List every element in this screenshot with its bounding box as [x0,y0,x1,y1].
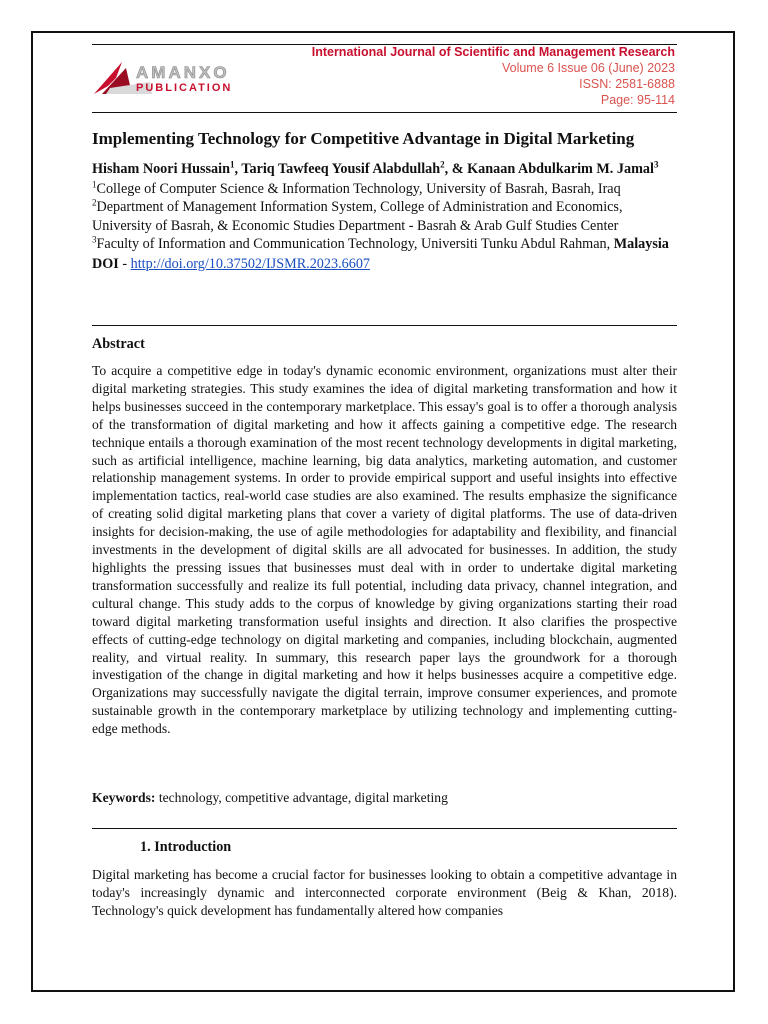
author-list [92,160,677,178]
paper-title: Implementing Technology for Competitive Advantage in Digital Marketing [92,129,635,148]
affiliation-sup: 3 [92,234,97,245]
affiliation [92,235,677,253]
keywords-text: technology, competitive advantage, digital marketing [155,790,448,805]
publisher-logo [92,58,292,98]
author-sup: 2 [440,159,445,170]
abstract-text: To acquire a competitive edge in today's dynamic economic environment, organizations must alter their digital marketing strategies. This study examines the idea of digital marketing transformation and how it helps businesses succeed in the contemporary marketplace. This essay's goal is to offer a thorough analysis of the transformation of digital marketing and how it affects gaining a competitive edge. The research technique entails a thorough examination of the most recent technology developments in digital marketing, such as artificial intelligence, machine learning, big data analytics, marketing automation, and customer relationship management systems. In order to provide empirical support and useful insights into effective implementation tactics, real-world case studies are also examined. The results emphasize the significance of creating solid digital marketing plans that cover a variety of digital platforms. The use of data-driven insights for decision-making, the use of agile methodologies for adaptability and flexibility, and financial investments in the development of digital skills are all advocated for businesses. In addition, the study highlights the pressing issues that businesses must deal with in order to undertake digital marketing transformation successfully and realize its full potential, including data privacy, channel integration, and cultural change. This study adds to the corpus of knowledge by giving organizations starting their road toward digital marketing transformation useful insights and direction. It also clarifies the prospective effects of cutting-edge technology on digital marketing and companies, including blockchain, augmented reality, and virtual reality. In summary, this research paper lays the groundwork for a thorough investigation of the change in digital marketing and how it helps businesses acquire a competitive edge. Organizations may successfully navigate the digital terrain, improve consumer experiences, and promote sustainable growth in the contemporary marketplace by utilizing technology and implementing cutting-edge methods. [92,363,677,737]
abstract-top-rule [92,325,677,326]
logo-top-text: AMANXO [136,63,230,82]
doi-link[interactable]: http://doi.org/10.37502/IJSMR.2023.6607 [130,256,371,273]
keywords-line [92,790,677,806]
affiliation-text: College of Computer Science & Information Technology, University of Basrah, Basrah, Iraq [96,181,621,197]
affiliation [92,180,677,198]
author-name: Tariq Tawfeeq Yousif Alabdullah [241,161,441,177]
affiliation [92,198,677,235]
keywords-label: Keywords: [92,790,156,805]
author-sep: , & [444,161,468,177]
author-name: Hisham Noori Hussain [92,161,230,177]
author-sup: 1 [229,159,235,170]
affiliation-text: Department of Management Information System, College of Administration and Economics, University of Basrah, & Economic Studies Department - Basrah & Arab Gulf Studies Center [92,199,623,234]
publisher-logo-icon [92,58,292,98]
journal-name: International Journal of Scientific and Management Research [311,45,675,59]
abstract-heading: Abstract [92,336,145,352]
intro-text: Digital marketing has become a crucial factor for businesses looking to obtain a competitive advantage in today's increasingly dynamic and interconnected corporate environment (Beig & Khan, 2018). Technology's quick development has fundamentally altered how companies [92,867,677,918]
intro-heading: 1. Introduction [140,839,232,855]
article-header [92,128,677,273]
doi-line [92,255,677,273]
journal-issn: ISSN: 2581-6888 [579,77,675,91]
author-sup: 3 [653,159,659,170]
doi-label: DOI [92,256,119,273]
logo-bottom-text: PUBLICATION [136,82,233,94]
doi-sep: - [118,256,131,273]
author-name: Kanaan Abdulkarim M. Jamal [467,161,654,177]
affiliation-sup: 1 [92,179,97,190]
journal-pages: Page: 95-114 [600,93,675,107]
affiliation-sup: 2 [92,197,97,208]
affiliation-text: Faculty of Information and Communication Technology, Universiti Tunku Abdul Rahman, [96,235,614,252]
header-rule [92,112,677,113]
abstract-bottom-rule [92,828,677,829]
affiliation-country: Malaysia [613,235,669,252]
journal-info [312,44,675,108]
author-sep: , [234,161,242,177]
journal-volume: Volume 6 Issue 06 (June) 2023 [501,61,675,75]
